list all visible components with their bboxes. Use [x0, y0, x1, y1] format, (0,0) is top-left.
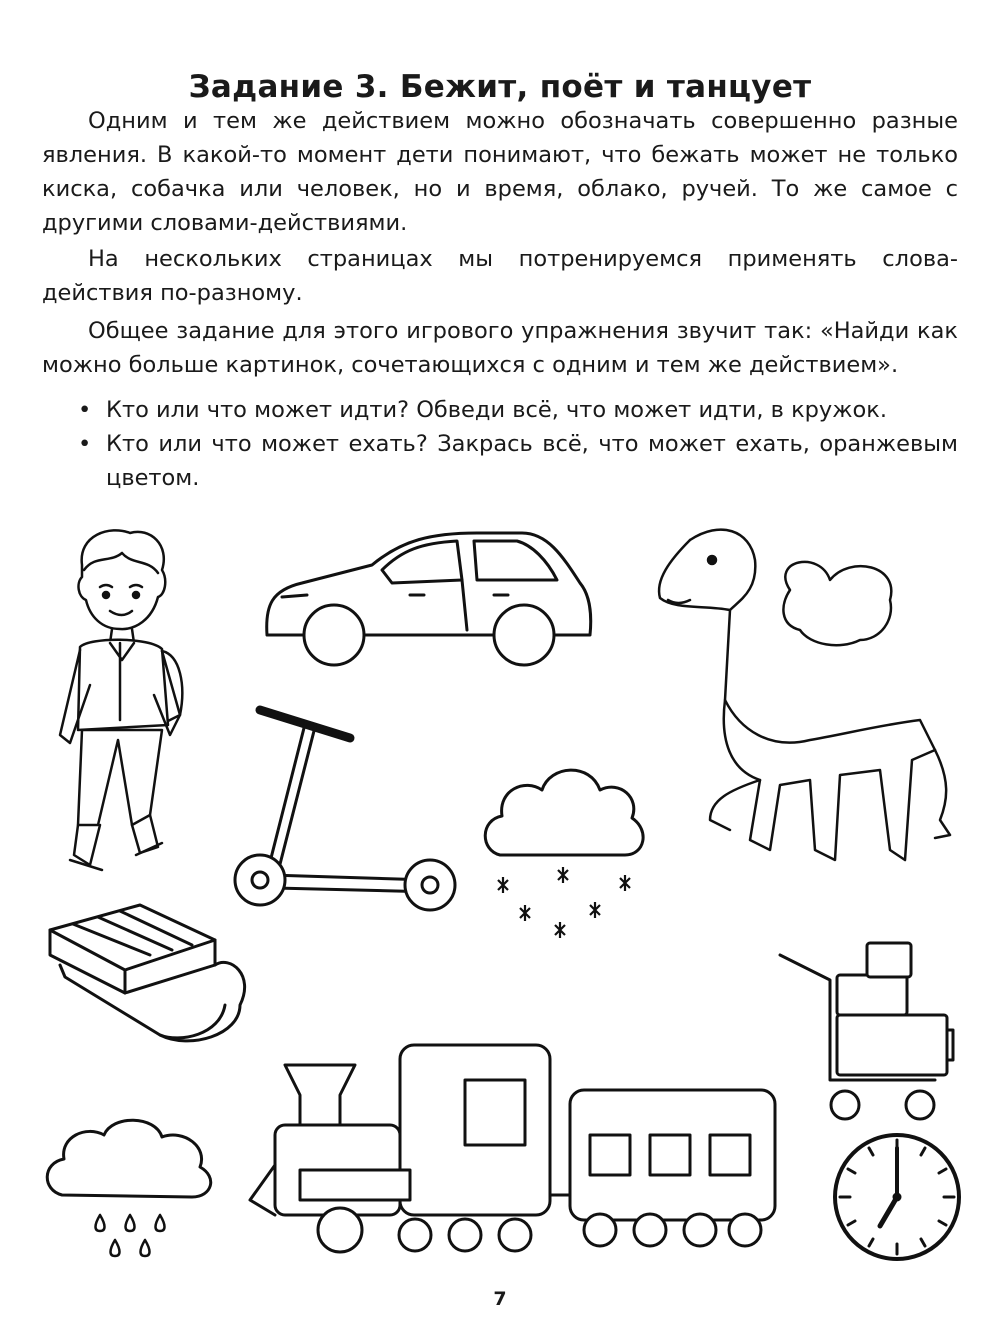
snow-cloud-icon [480, 750, 650, 940]
train-icon [245, 1020, 780, 1270]
sled-icon [40, 895, 270, 1060]
task-walk: • Кто или что может идти? Обведи всё, что может идти, в кружок. [78, 393, 958, 427]
intro-paragraph: Одним и тем же действием можно обозначать совершенно разные явления. В какой-то момент дети понимают, что бежать может не только киска, собачка или человек, но и время, облако, ручей. То же самое с другими словами-действиями. [42, 108, 958, 236]
camel-icon [650, 520, 960, 890]
clock-icon [830, 1130, 965, 1265]
task-ride: • Кто или что может ехать? Закрась всё, что может ехать, оранжевым цветом. [78, 427, 958, 495]
page-title: Задание 3. Бежит, поёт и танцует [188, 68, 812, 105]
task-list [78, 393, 958, 495]
second-paragraph: На нескольких страницах мы потренируемся применять слова-действия по-разному. [42, 246, 958, 306]
page-number: 7 [493, 1288, 507, 1310]
rain-cloud-icon [40, 1115, 220, 1265]
scooter-icon [230, 690, 460, 920]
task-paragraph: Общее задание для этого игрового упражнения звучит так: «Найди как можно больше картинок, сочетающихся с одним и тем же действием». [42, 318, 958, 378]
boy-icon [50, 525, 190, 880]
luggage-cart-icon [775, 935, 965, 1135]
car-icon [262, 525, 597, 667]
